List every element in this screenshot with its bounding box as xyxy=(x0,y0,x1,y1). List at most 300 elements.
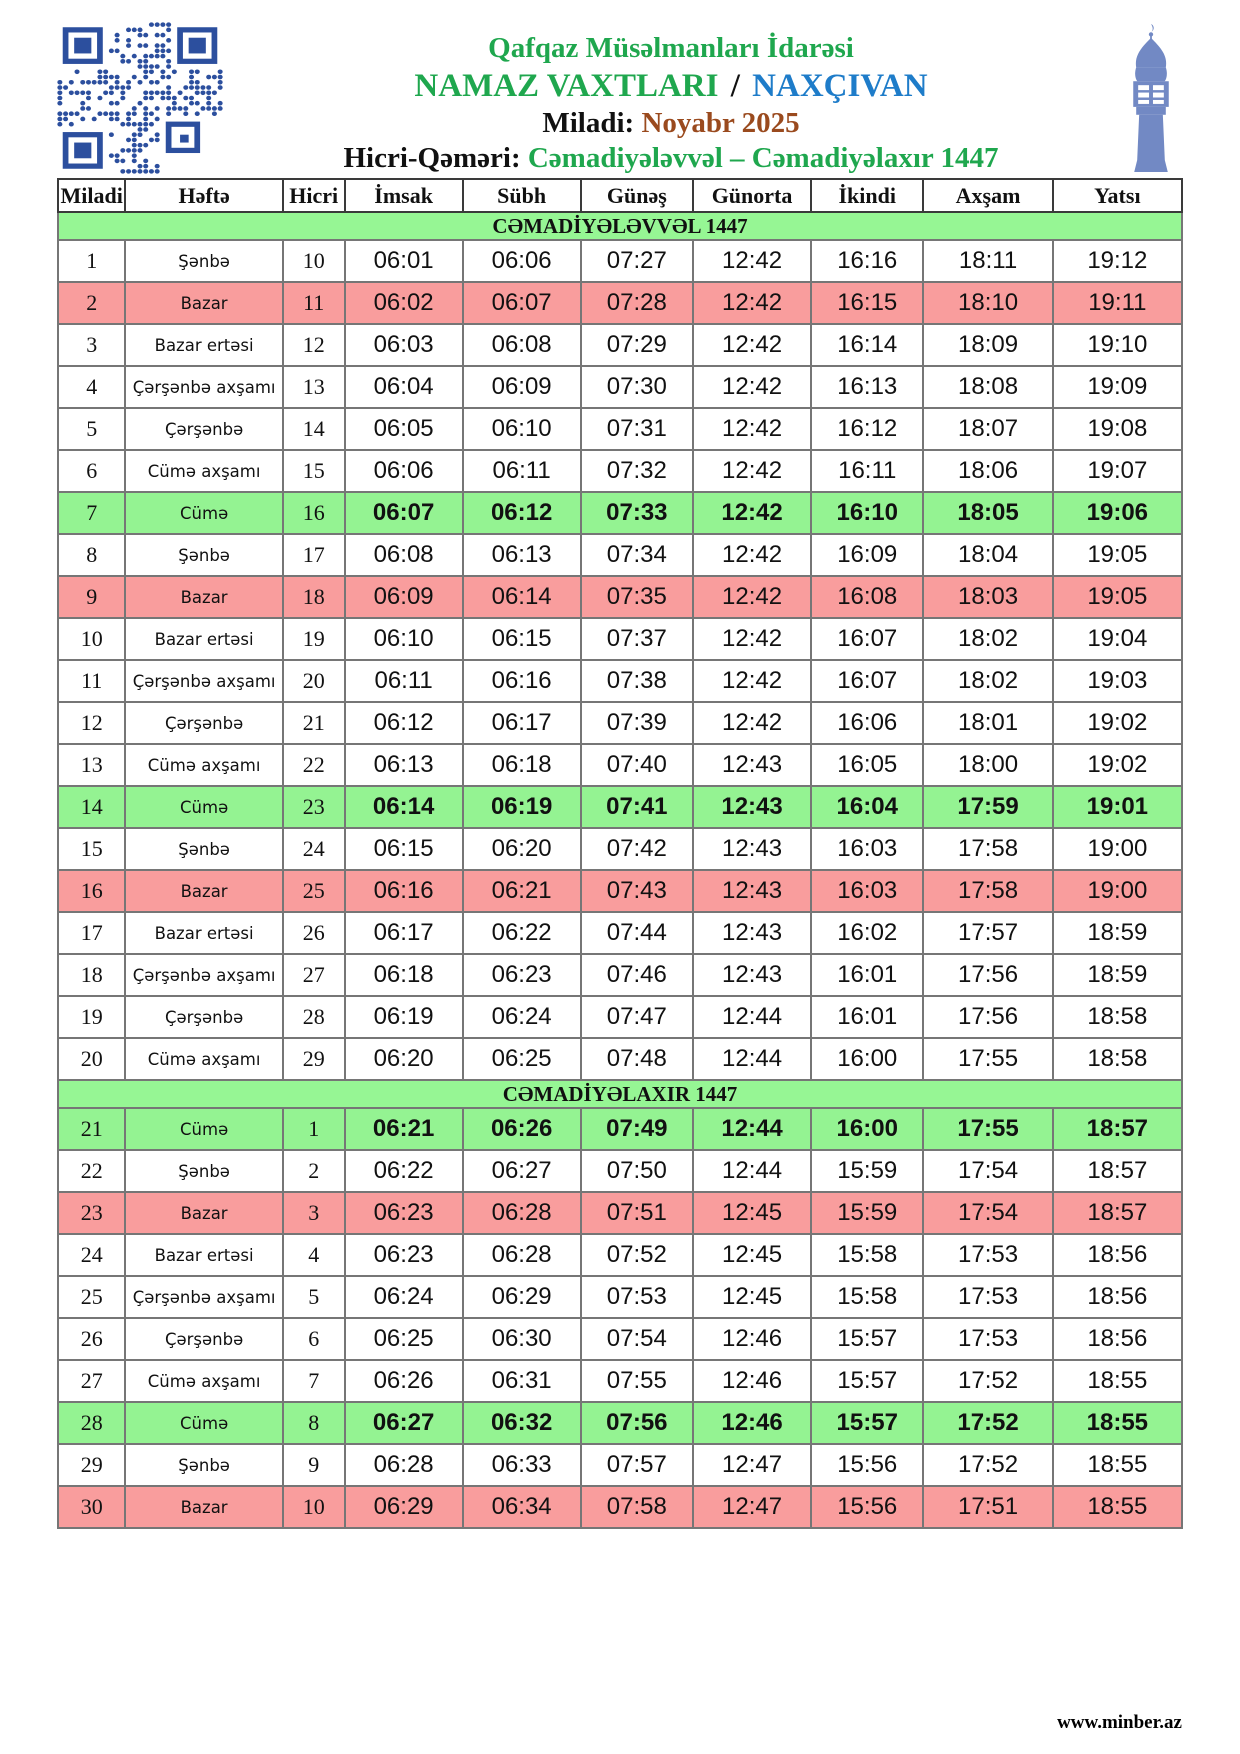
cell-time-axsam: 18:08 xyxy=(923,366,1052,408)
cell-time-imsak: 06:10 xyxy=(345,618,463,660)
cell-time-subh: 06:07 xyxy=(463,282,581,324)
cell-weekday: Cümə axşamı xyxy=(125,1360,282,1402)
cell-hicri-day: 1 xyxy=(283,1108,345,1150)
cell-time-axsam: 17:52 xyxy=(923,1402,1052,1444)
cell-time-ikindi: 16:16 xyxy=(811,240,923,282)
cell-time-imsak: 06:17 xyxy=(345,912,463,954)
cell-time-yatsi: 19:08 xyxy=(1053,408,1182,450)
cell-time-gunes: 07:39 xyxy=(581,702,693,744)
cell-hicri-day: 25 xyxy=(283,870,345,912)
cell-time-ikindi: 16:04 xyxy=(811,786,923,828)
table-row xyxy=(58,954,1182,996)
cell-hicri-day: 10 xyxy=(283,1486,345,1528)
cell-time-axsam: 17:52 xyxy=(923,1444,1052,1486)
cell-miladi-day: 22 xyxy=(58,1150,125,1192)
miladi-label: Miladi: xyxy=(542,107,635,139)
cell-time-imsak: 06:16 xyxy=(345,870,463,912)
cell-time-yatsi: 18:55 xyxy=(1053,1444,1182,1486)
cell-miladi-day: 20 xyxy=(58,1038,125,1080)
cell-hicri-day: 27 xyxy=(283,954,345,996)
cell-time-axsam: 17:54 xyxy=(923,1192,1052,1234)
cell-miladi-day: 21 xyxy=(58,1108,125,1150)
cell-time-gunes: 07:57 xyxy=(581,1444,693,1486)
cell-time-gunes: 07:29 xyxy=(581,324,693,366)
cell-time-ikindi: 16:12 xyxy=(811,408,923,450)
cell-weekday: Şənbə xyxy=(125,1444,282,1486)
cell-hicri-day: 28 xyxy=(283,996,345,1038)
cell-miladi-day: 2 xyxy=(58,282,125,324)
cell-time-yatsi: 18:56 xyxy=(1053,1234,1182,1276)
cell-weekday: Çərşənbə axşamı xyxy=(125,366,282,408)
cell-hicri-day: 26 xyxy=(283,912,345,954)
cell-hicri-day: 12 xyxy=(283,324,345,366)
cell-time-yatsi: 19:05 xyxy=(1053,576,1182,618)
cell-hicri-day: 29 xyxy=(283,1038,345,1080)
cell-time-gunorta: 12:45 xyxy=(693,1192,811,1234)
table-row xyxy=(58,618,1182,660)
cell-weekday: Şənbə xyxy=(125,534,282,576)
cell-time-imsak: 06:19 xyxy=(345,996,463,1038)
table-row xyxy=(58,1108,1182,1150)
table-row xyxy=(58,492,1182,534)
cell-time-subh: 06:12 xyxy=(463,492,581,534)
cell-miladi-day: 24 xyxy=(58,1234,125,1276)
cell-miladi-day: 26 xyxy=(58,1318,125,1360)
cell-time-subh: 06:22 xyxy=(463,912,581,954)
cell-miladi-day: 12 xyxy=(58,702,125,744)
minaret-icon xyxy=(1119,24,1183,172)
cell-time-gunorta: 12:46 xyxy=(693,1402,811,1444)
cell-hicri-day: 3 xyxy=(283,1192,345,1234)
section-header: CƏMADİYƏLƏVVƏL 1447 xyxy=(58,212,1182,240)
table-row xyxy=(58,534,1182,576)
cell-time-gunes: 07:56 xyxy=(581,1402,693,1444)
cell-time-axsam: 17:55 xyxy=(923,1108,1052,1150)
cell-time-gunorta: 12:44 xyxy=(693,1038,811,1080)
cell-time-gunes: 07:33 xyxy=(581,492,693,534)
cell-time-yatsi: 19:10 xyxy=(1053,324,1182,366)
cell-time-gunorta: 12:42 xyxy=(693,660,811,702)
cell-time-yatsi: 18:58 xyxy=(1053,996,1182,1038)
cell-miladi-day: 16 xyxy=(58,870,125,912)
cell-time-gunorta: 12:46 xyxy=(693,1360,811,1402)
title-city: NAXÇIVAN xyxy=(752,68,928,104)
cell-miladi-day: 30 xyxy=(58,1486,125,1528)
cell-miladi-day: 23 xyxy=(58,1192,125,1234)
cell-hicri-day: 23 xyxy=(283,786,345,828)
cell-time-imsak: 06:04 xyxy=(345,366,463,408)
table-row xyxy=(58,912,1182,954)
hicri-label: Hicri-Qəməri: xyxy=(343,142,521,174)
col-header-imsak: İmsak xyxy=(345,179,463,212)
table-row xyxy=(58,1444,1182,1486)
table-row xyxy=(58,1402,1182,1444)
cell-time-gunes: 07:32 xyxy=(581,450,693,492)
cell-weekday: Cümə xyxy=(125,1108,282,1150)
cell-time-axsam: 17:53 xyxy=(923,1318,1052,1360)
cell-time-yatsi: 18:55 xyxy=(1053,1402,1182,1444)
cell-time-imsak: 06:22 xyxy=(345,1150,463,1192)
col-header-subh: Sübh xyxy=(463,179,581,212)
cell-miladi-day: 29 xyxy=(58,1444,125,1486)
table-row xyxy=(58,450,1182,492)
table-body xyxy=(58,212,1182,1528)
cell-time-imsak: 06:15 xyxy=(345,828,463,870)
cell-time-gunes: 07:34 xyxy=(581,534,693,576)
cell-time-subh: 06:31 xyxy=(463,1360,581,1402)
cell-time-gunorta: 12:47 xyxy=(693,1444,811,1486)
cell-time-imsak: 06:18 xyxy=(345,954,463,996)
col-header-miladi: Miladi xyxy=(58,179,125,212)
cell-time-axsam: 17:52 xyxy=(923,1360,1052,1402)
cell-hicri-day: 6 xyxy=(283,1318,345,1360)
cell-time-yatsi: 19:09 xyxy=(1053,366,1182,408)
cell-hicri-day: 18 xyxy=(283,576,345,618)
cell-time-gunorta: 12:42 xyxy=(693,450,811,492)
col-header-gunorta: Günorta xyxy=(693,179,811,212)
table-row xyxy=(58,660,1182,702)
cell-time-subh: 06:27 xyxy=(463,1150,581,1192)
cell-time-axsam: 18:06 xyxy=(923,450,1052,492)
cell-time-gunorta: 12:44 xyxy=(693,996,811,1038)
cell-time-imsak: 06:20 xyxy=(345,1038,463,1080)
cell-time-ikindi: 15:59 xyxy=(811,1150,923,1192)
cell-time-yatsi: 19:02 xyxy=(1053,744,1182,786)
cell-miladi-day: 25 xyxy=(58,1276,125,1318)
cell-time-yatsi: 19:01 xyxy=(1053,786,1182,828)
cell-time-ikindi: 16:15 xyxy=(811,282,923,324)
cell-time-gunorta: 12:42 xyxy=(693,324,811,366)
cell-time-axsam: 17:53 xyxy=(923,1276,1052,1318)
cell-time-gunorta: 12:45 xyxy=(693,1276,811,1318)
cell-hicri-day: 8 xyxy=(283,1402,345,1444)
cell-time-gunes: 07:40 xyxy=(581,744,693,786)
cell-hicri-day: 13 xyxy=(283,366,345,408)
cell-time-yatsi: 19:02 xyxy=(1053,702,1182,744)
cell-time-gunes: 07:44 xyxy=(581,912,693,954)
cell-time-gunorta: 12:42 xyxy=(693,492,811,534)
cell-time-ikindi: 15:59 xyxy=(811,1192,923,1234)
cell-miladi-day: 5 xyxy=(58,408,125,450)
cell-hicri-day: 14 xyxy=(283,408,345,450)
cell-miladi-day: 6 xyxy=(58,450,125,492)
cell-hicri-day: 19 xyxy=(283,618,345,660)
cell-weekday: Cümə axşamı xyxy=(125,1038,282,1080)
cell-weekday: Cümə xyxy=(125,1402,282,1444)
table-row xyxy=(58,870,1182,912)
cell-time-axsam: 17:54 xyxy=(923,1150,1052,1192)
cell-time-axsam: 17:58 xyxy=(923,870,1052,912)
cell-time-gunes: 07:58 xyxy=(581,1486,693,1528)
cell-time-subh: 06:17 xyxy=(463,702,581,744)
cell-time-axsam: 18:07 xyxy=(923,408,1052,450)
cell-time-ikindi: 15:57 xyxy=(811,1318,923,1360)
cell-time-ikindi: 15:57 xyxy=(811,1402,923,1444)
page-header xyxy=(57,22,1183,174)
cell-time-yatsi: 18:57 xyxy=(1053,1108,1182,1150)
cell-time-ikindi: 16:05 xyxy=(811,744,923,786)
cell-time-yatsi: 19:11 xyxy=(1053,282,1182,324)
table-row xyxy=(58,1360,1182,1402)
cell-time-gunorta: 12:42 xyxy=(693,240,811,282)
cell-time-axsam: 17:57 xyxy=(923,912,1052,954)
cell-weekday: Çərşənbə xyxy=(125,996,282,1038)
cell-time-ikindi: 16:00 xyxy=(811,1108,923,1150)
cell-time-gunes: 07:53 xyxy=(581,1276,693,1318)
cell-time-imsak: 06:07 xyxy=(345,492,463,534)
cell-time-gunes: 07:37 xyxy=(581,618,693,660)
cell-time-gunorta: 12:44 xyxy=(693,1150,811,1192)
table-row xyxy=(58,408,1182,450)
hicri-value: Cəmadiyələvvəl – Cəmadiyəlaxır 1447 xyxy=(527,142,999,174)
cell-weekday: Şənbə xyxy=(125,240,282,282)
cell-time-ikindi: 16:13 xyxy=(811,366,923,408)
cell-time-yatsi: 18:55 xyxy=(1053,1360,1182,1402)
organization-name: Qafqaz Müsəlmanları İdarəsi xyxy=(488,32,854,64)
cell-time-ikindi: 15:58 xyxy=(811,1276,923,1318)
cell-hicri-day: 7 xyxy=(283,1360,345,1402)
cell-time-yatsi: 19:12 xyxy=(1053,240,1182,282)
cell-time-subh: 06:16 xyxy=(463,660,581,702)
cell-time-yatsi: 19:05 xyxy=(1053,534,1182,576)
cell-hicri-day: 5 xyxy=(283,1276,345,1318)
col-header-gunes: Günəş xyxy=(581,179,693,212)
cell-time-imsak: 06:11 xyxy=(345,660,463,702)
cell-time-yatsi: 18:56 xyxy=(1053,1276,1182,1318)
cell-time-ikindi: 16:03 xyxy=(811,870,923,912)
cell-time-subh: 06:15 xyxy=(463,618,581,660)
cell-miladi-day: 28 xyxy=(58,1402,125,1444)
cell-miladi-day: 8 xyxy=(58,534,125,576)
cell-hicri-day: 22 xyxy=(283,744,345,786)
cell-time-yatsi: 18:59 xyxy=(1053,912,1182,954)
cell-miladi-day: 18 xyxy=(58,954,125,996)
cell-time-subh: 06:14 xyxy=(463,576,581,618)
cell-time-subh: 06:21 xyxy=(463,870,581,912)
cell-time-subh: 06:19 xyxy=(463,786,581,828)
cell-time-subh: 06:33 xyxy=(463,1444,581,1486)
table-row xyxy=(58,1318,1182,1360)
cell-weekday: Çərşənbə axşamı xyxy=(125,660,282,702)
cell-time-ikindi: 16:06 xyxy=(811,702,923,744)
cell-time-gunorta: 12:42 xyxy=(693,366,811,408)
cell-time-imsak: 06:03 xyxy=(345,324,463,366)
cell-time-gunes: 07:43 xyxy=(581,870,693,912)
cell-time-axsam: 17:55 xyxy=(923,1038,1052,1080)
cell-time-axsam: 17:51 xyxy=(923,1486,1052,1528)
cell-time-yatsi: 19:06 xyxy=(1053,492,1182,534)
cell-time-gunes: 07:51 xyxy=(581,1192,693,1234)
cell-time-subh: 06:23 xyxy=(463,954,581,996)
cell-weekday: Bazar xyxy=(125,1192,282,1234)
cell-time-ikindi: 15:57 xyxy=(811,1360,923,1402)
cell-weekday: Bazar xyxy=(125,282,282,324)
cell-time-imsak: 06:25 xyxy=(345,1318,463,1360)
table-row xyxy=(58,996,1182,1038)
cell-weekday: Bazar xyxy=(125,1486,282,1528)
cell-time-ikindi: 16:11 xyxy=(811,450,923,492)
cell-time-subh: 06:06 xyxy=(463,240,581,282)
table-row xyxy=(58,1486,1182,1528)
cell-time-ikindi: 16:02 xyxy=(811,912,923,954)
cell-time-subh: 06:32 xyxy=(463,1402,581,1444)
cell-time-gunes: 07:41 xyxy=(581,786,693,828)
cell-time-gunes: 07:46 xyxy=(581,954,693,996)
cell-weekday: Şənbə xyxy=(125,1150,282,1192)
cell-time-imsak: 06:06 xyxy=(345,450,463,492)
cell-time-subh: 06:28 xyxy=(463,1192,581,1234)
cell-time-subh: 06:10 xyxy=(463,408,581,450)
cell-weekday: Bazar xyxy=(125,870,282,912)
cell-time-yatsi: 18:59 xyxy=(1053,954,1182,996)
cell-time-ikindi: 16:00 xyxy=(811,1038,923,1080)
cell-hicri-day: 24 xyxy=(283,828,345,870)
cell-time-imsak: 06:28 xyxy=(345,1444,463,1486)
cell-time-yatsi: 18:57 xyxy=(1053,1150,1182,1192)
cell-weekday: Çərşənbə axşamı xyxy=(125,1276,282,1318)
cell-time-gunes: 07:49 xyxy=(581,1108,693,1150)
cell-hicri-day: 10 xyxy=(283,240,345,282)
cell-time-ikindi: 16:01 xyxy=(811,954,923,996)
qr-finder-patterns xyxy=(63,27,218,169)
cell-time-yatsi: 19:07 xyxy=(1053,450,1182,492)
table-row xyxy=(58,828,1182,870)
cell-time-subh: 06:20 xyxy=(463,828,581,870)
cell-hicri-day: 16 xyxy=(283,492,345,534)
col-header-ikindi: İkindi xyxy=(811,179,923,212)
cell-time-axsam: 18:05 xyxy=(923,492,1052,534)
table-row xyxy=(58,702,1182,744)
cell-time-gunorta: 12:43 xyxy=(693,870,811,912)
cell-time-imsak: 06:27 xyxy=(345,1402,463,1444)
cell-miladi-day: 10 xyxy=(58,618,125,660)
cell-weekday: Cümə xyxy=(125,786,282,828)
cell-time-yatsi: 18:58 xyxy=(1053,1038,1182,1080)
cell-time-ikindi: 16:10 xyxy=(811,492,923,534)
cell-hicri-day: 9 xyxy=(283,1444,345,1486)
cell-time-gunes: 07:27 xyxy=(581,240,693,282)
cell-weekday: Çərşənbə xyxy=(125,408,282,450)
cell-time-axsam: 18:02 xyxy=(923,660,1052,702)
cell-time-gunes: 07:30 xyxy=(581,366,693,408)
cell-time-ikindi: 15:56 xyxy=(811,1486,923,1528)
cell-time-gunorta: 12:42 xyxy=(693,408,811,450)
cell-time-yatsi: 19:00 xyxy=(1053,828,1182,870)
cell-time-ikindi: 16:08 xyxy=(811,576,923,618)
cell-time-gunes: 07:28 xyxy=(581,282,693,324)
cell-hicri-day: 15 xyxy=(283,450,345,492)
cell-time-gunes: 07:54 xyxy=(581,1318,693,1360)
cell-time-axsam: 17:53 xyxy=(923,1234,1052,1276)
cell-weekday: Bazar ertəsi xyxy=(125,912,282,954)
cell-time-gunorta: 12:43 xyxy=(693,828,811,870)
section-header: CƏMADİYƏLAXIR 1447 xyxy=(58,1080,1182,1108)
cell-time-imsak: 06:12 xyxy=(345,702,463,744)
cell-time-gunorta: 12:43 xyxy=(693,786,811,828)
cell-time-gunes: 07:47 xyxy=(581,996,693,1038)
cell-hicri-day: 21 xyxy=(283,702,345,744)
cell-time-gunorta: 12:43 xyxy=(693,912,811,954)
cell-miladi-day: 15 xyxy=(58,828,125,870)
table-row xyxy=(58,1192,1182,1234)
cell-time-imsak: 06:02 xyxy=(345,282,463,324)
table-header-row xyxy=(58,179,1182,212)
website-link[interactable]: www.minber.az xyxy=(1057,1712,1182,1733)
cell-time-gunorta: 12:45 xyxy=(693,1234,811,1276)
cell-time-imsak: 06:24 xyxy=(345,1276,463,1318)
table-row xyxy=(58,1150,1182,1192)
cell-miladi-day: 27 xyxy=(58,1360,125,1402)
cell-time-gunorta: 12:44 xyxy=(693,1108,811,1150)
cell-hicri-day: 2 xyxy=(283,1150,345,1192)
cell-time-gunes: 07:42 xyxy=(581,828,693,870)
cell-time-imsak: 06:05 xyxy=(345,408,463,450)
cell-miladi-day: 19 xyxy=(58,996,125,1038)
cell-time-ikindi: 15:58 xyxy=(811,1234,923,1276)
cell-time-yatsi: 19:00 xyxy=(1053,870,1182,912)
cell-time-yatsi: 19:04 xyxy=(1053,618,1182,660)
cell-time-subh: 06:29 xyxy=(463,1276,581,1318)
cell-time-gunorta: 12:42 xyxy=(693,534,811,576)
cell-hicri-day: 20 xyxy=(283,660,345,702)
gregorian-date-line xyxy=(223,106,1119,140)
cell-miladi-day: 14 xyxy=(58,786,125,828)
cell-time-ikindi: 15:56 xyxy=(811,1444,923,1486)
cell-time-yatsi: 18:56 xyxy=(1053,1318,1182,1360)
cell-time-imsak: 06:14 xyxy=(345,786,463,828)
cell-miladi-day: 17 xyxy=(58,912,125,954)
cell-hicri-day: 11 xyxy=(283,282,345,324)
cell-time-ikindi: 16:09 xyxy=(811,534,923,576)
cell-time-imsak: 06:13 xyxy=(345,744,463,786)
cell-time-subh: 06:34 xyxy=(463,1486,581,1528)
cell-time-gunes: 07:48 xyxy=(581,1038,693,1080)
cell-weekday: Bazar ertəsi xyxy=(125,618,282,660)
cell-time-axsam: 18:03 xyxy=(923,576,1052,618)
cell-time-axsam: 18:04 xyxy=(923,534,1052,576)
cell-time-subh: 06:11 xyxy=(463,450,581,492)
cell-miladi-day: 1 xyxy=(58,240,125,282)
cell-time-imsak: 06:21 xyxy=(345,1108,463,1150)
cell-weekday: Çərşənbə xyxy=(125,702,282,744)
cell-time-yatsi: 18:57 xyxy=(1053,1192,1182,1234)
cell-time-subh: 06:18 xyxy=(463,744,581,786)
title-separator: / xyxy=(730,68,740,104)
cell-time-gunorta: 12:42 xyxy=(693,702,811,744)
cell-time-gunes: 07:50 xyxy=(581,1150,693,1192)
miladi-value: Noyabr 2025 xyxy=(641,107,800,139)
cell-time-subh: 06:26 xyxy=(463,1108,581,1150)
table-row xyxy=(58,1038,1182,1080)
cell-time-yatsi: 19:03 xyxy=(1053,660,1182,702)
cell-time-axsam: 18:09 xyxy=(923,324,1052,366)
cell-time-subh: 06:28 xyxy=(463,1234,581,1276)
cell-time-axsam: 17:56 xyxy=(923,954,1052,996)
table-row xyxy=(58,744,1182,786)
page-title xyxy=(223,66,1119,106)
cell-time-gunorta: 12:43 xyxy=(693,744,811,786)
cell-weekday: Çərşənbə xyxy=(125,1318,282,1360)
col-header-hefte: Həftə xyxy=(125,179,282,212)
table-row xyxy=(58,282,1182,324)
cell-time-axsam: 18:02 xyxy=(923,618,1052,660)
table-row xyxy=(58,1234,1182,1276)
cell-time-axsam: 18:00 xyxy=(923,744,1052,786)
cell-miladi-day: 11 xyxy=(58,660,125,702)
cell-weekday: Cümə xyxy=(125,492,282,534)
col-header-axsam: Axşam xyxy=(923,179,1052,212)
cell-miladi-day: 9 xyxy=(58,576,125,618)
